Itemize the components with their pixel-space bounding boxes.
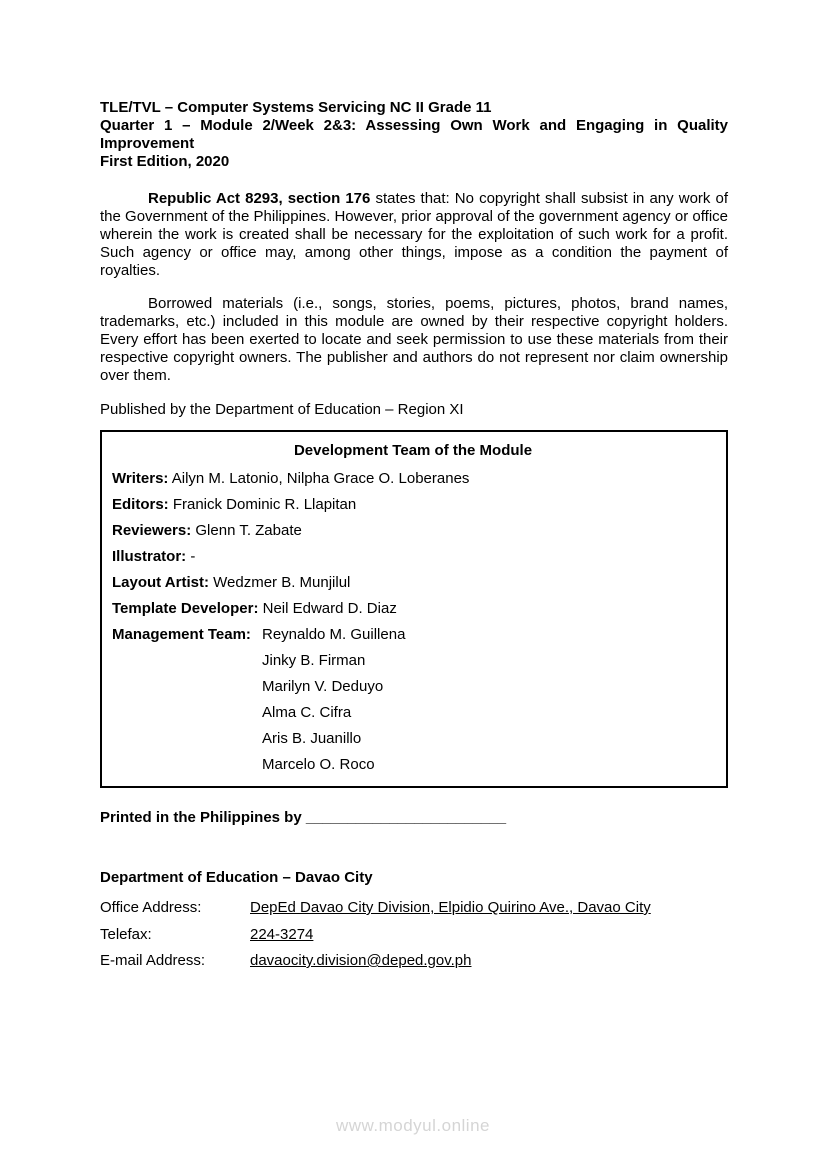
- team-member-value: -: [190, 548, 196, 565]
- team-row-management: [112, 622, 714, 648]
- module-subtitle-line: Quarter 1 – Module 2/Week 2&3: Assessing Own Work and Engaging in Quality Improvement: [100, 117, 728, 152]
- printer-blank-line: ________________________: [305, 809, 507, 826]
- management-team-member: Marilyn V. Deduyo: [262, 678, 384, 695]
- module-header: [100, 99, 728, 171]
- contact-value: DepEd Davao City Division, Elpidio Quirino Ave., Davao City: [250, 899, 651, 916]
- contact-label: Telefax:: [100, 925, 152, 943]
- management-team-member: Jinky B. Firman: [262, 652, 366, 669]
- contact-label: Office Address:: [100, 899, 202, 916]
- contact-label: E-mail Address:: [100, 952, 206, 969]
- contact-value: davaocity.division@deped.gov.ph: [250, 952, 472, 969]
- contact-info: [100, 895, 728, 975]
- team-member-value: Reynaldo M. Guillena: [262, 626, 406, 643]
- team-row-editors: [112, 492, 714, 518]
- team-role-label: Writers:: [112, 470, 169, 487]
- team-row-illustrator: [112, 544, 714, 570]
- copyright-paragraph: [100, 190, 728, 280]
- development-team-title: Development Team of the Module: [293, 442, 533, 459]
- printed-in-philippines-line: [100, 809, 728, 827]
- borrowed-materials-paragraph: Borrowed materials (i.e., songs, stories, poems, pictures, photos, brand names, trademarks, etc.) included in this module are owned by their respective copyright holders. Every effort has been exerted to locate and seek permission to use these materials from their respective copyright owners. The publisher and authors do not represent nor claim ownership over them.: [100, 295, 728, 384]
- team-member-value: Franick Dominic R. Llapitan: [172, 496, 357, 513]
- management-team-member: Marcelo O. Roco: [262, 756, 375, 773]
- team-role-label: Editors:: [112, 496, 169, 513]
- module-title-line: TLE/TVL – Computer Systems Servicing NC II Grade 11: [100, 99, 492, 116]
- deped-davao-heading: Department of Education – Davao City: [100, 869, 373, 886]
- team-row-reviewers: [112, 518, 714, 544]
- management-team-member: Aris B. Juanillo: [262, 730, 362, 747]
- management-team-member: Alma C. Cifra: [262, 704, 352, 721]
- contact-row-office-address: [100, 895, 728, 922]
- contact-row-telefax: [100, 922, 728, 949]
- team-member-value: Glenn T. Zabate: [195, 522, 302, 539]
- republic-act-bold: Republic Act 8293, section 176: [148, 190, 371, 207]
- copyright-paragraph-text: states that: No copyright shall subsist in any work of the Government of the Philippines. However, prior approval of the government agency or office wherein the work is created shall be necessary for the exploitation of such work for a profit. Such agency or office may, among other things, impose as a condition the payment of royalties.: [100, 190, 728, 279]
- publisher-line: Published by the Department of Education – Region XI: [100, 401, 464, 418]
- team-row-template-developer: [112, 596, 714, 622]
- edition-line: First Edition, 2020: [100, 153, 230, 170]
- team-member-value: Ailyn M. Latonio, Nilpha Grace O. Loberanes: [171, 470, 470, 487]
- team-role-label: Illustrator:: [112, 548, 187, 565]
- printed-label: Printed in the Philippines by: [100, 809, 302, 826]
- team-role-label: Management Team:: [112, 626, 251, 643]
- team-member-value: Neil Edward D. Diaz: [262, 600, 397, 617]
- watermark: www.modyul.online: [335, 1116, 490, 1135]
- contact-value: 224-3274: [250, 925, 314, 943]
- team-role-label: Reviewers:: [112, 522, 192, 539]
- development-team-box: [100, 430, 728, 788]
- team-member-value: Wedzmer B. Munjilul: [213, 574, 351, 591]
- team-role-label: Layout Artist:: [112, 574, 209, 591]
- team-row-writers: [112, 466, 714, 492]
- team-row-layout-artist: [112, 570, 714, 596]
- team-role-label: Template Developer:: [112, 600, 259, 617]
- contact-row-email: [100, 948, 728, 975]
- page-content: [100, 0, 728, 975]
